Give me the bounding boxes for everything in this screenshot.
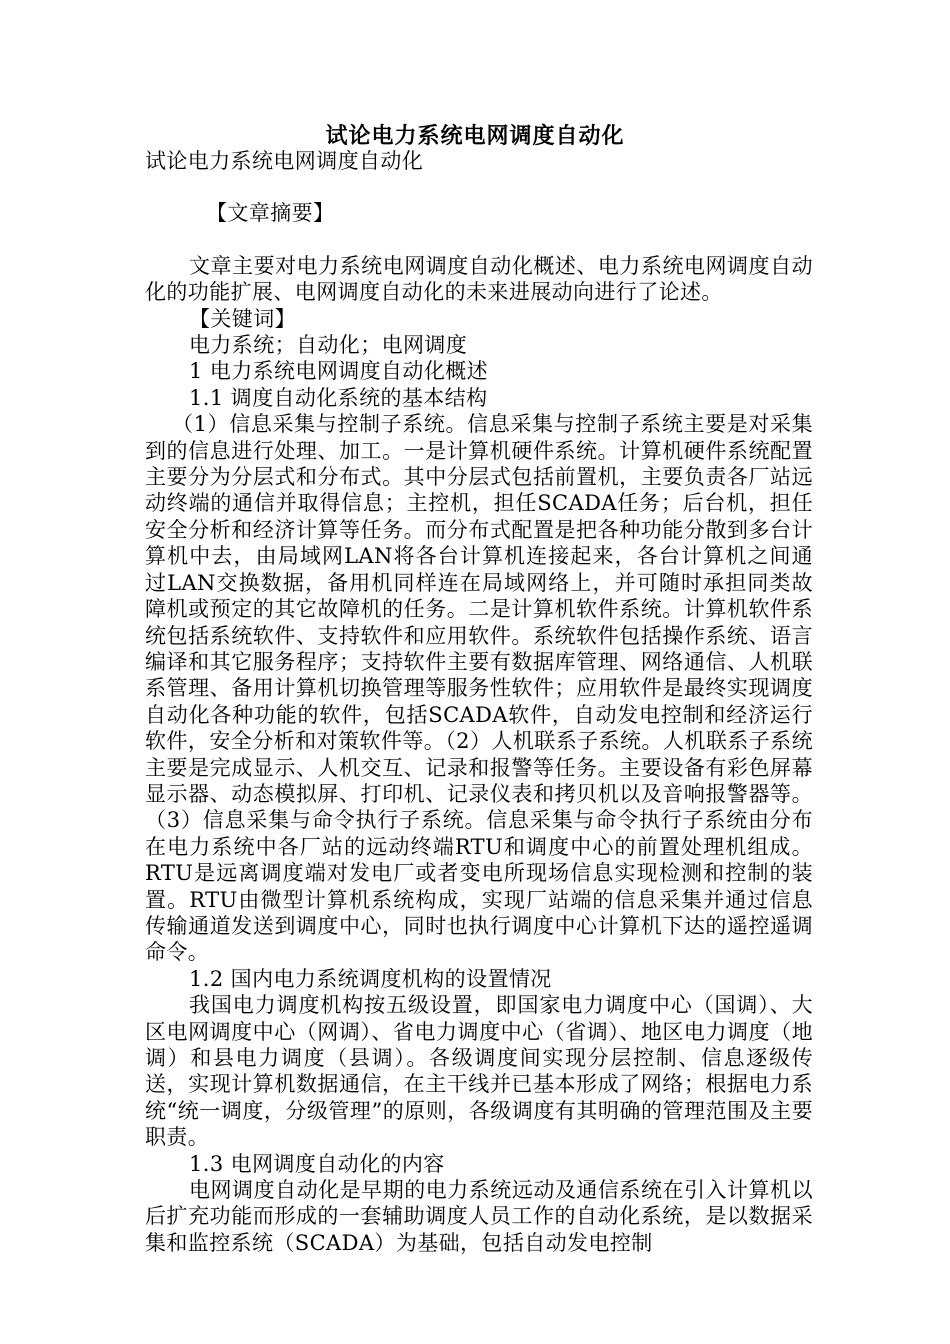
document-body [145, 148, 813, 1256]
section-1-3-paragraph: 电网调度自动化是早期的电力系统远动及通信系统在引入计算机以后扩充功能而形成的一套辅助调度人员工作的自动化系统，是以数据采集和监控系统（SCADA）为基础，包括自动发电控制 [145, 1178, 813, 1255]
section-1-2-heading: 1.2 国内电力系统调度机构的设置情况 [189, 966, 552, 991]
abstract-heading: 【文章摘要】 [206, 201, 335, 226]
keywords-heading: 【关键词】 [189, 306, 296, 331]
keywords-text: 电力系统；自动化；电网调度 [189, 333, 468, 358]
section-1-1-paragraph: （1）信息采集与控制子系统。信息采集与控制子系统主要是对采集到的信息进行处理、加工。一是计算机硬件系统。计算机硬件系统配置主要分为分层式和分布式。其中分层式包括前置机，主要负责各厂站远动终端的通信并取得信息；主控机，担任SCADA任务；后台机，担任安全分析和经济计算等任务。而分布式配置是把各种功能分散到多台计算机中去，由局域网LAN将各台计算机连接起来，各台计算机之间通过LAN交换数据，备用机同样连在局域网络上，并可随时承担同类故障机或预定的其它故障机的任务。二是计算机软件系统。计算机软件系统包括系统软件、支持软件和应用软件。系统软件包括操作系统、语言编译和其它服务程序；支持软件主要有数据库管理、网络通信、人机联系管理、备用计算机切换管理等服务性软件；应用软件是最终实现调度自动化各种功能的软件，包括SCADA软件，自动发电控制和经济运行软件，安全分析和对策软件等。（2）人机联系子系统。人机联系子系统主要是完成显示、人机交互、记录和报警等任务。主要设备有彩色屏幕显示器、动态模拟屏、打印机、记录仪表和拷贝机以及音响报警器等。（3）信息采集与命令执行子系统。信息采集与命令执行子系统由分布在电力系统中各厂站的远动终端RTU和调度中心的前置处理机组成。RTU是远离调度端对发电厂或者变电所现场信息实现检测和控制的装置。RTU由微型计算机系统构成，实现厂站端的信息采集并通过信息传输通道发送到调度中心，同时也执行调度中心计算机下达的遥控遥调命令。 [145, 412, 813, 965]
section-1-3-heading: 1.3 电网调度自动化的内容 [189, 1151, 445, 1176]
section-1-1-heading: 1.1 调度自动化系统的基本结构 [189, 385, 488, 410]
section-1-heading: 1 电力系统电网调度自动化概述 [189, 359, 489, 384]
section-1-2-paragraph: 我国电力调度机构按五级设置，即国家电力调度中心（国调）、大区电网调度中心（网调）、省电力调度中心（省调）、地区电力调度（地调）和县电力调度（县调）。各级调度间实现分层控制、信息逐级传送，实现计算机数据通信，在主干线并已基本形成了网络；根据电力系统“统一调度，分级管理”的原则，各级调度有其明确的管理范围及主要职责。 [145, 993, 813, 1150]
document-subtitle: 试论电力系统电网调度自动化 [145, 149, 424, 173]
document-title: 试论电力系统电网调度自动化 [325, 123, 625, 149]
abstract-paragraph: 文章主要对电力系统电网调度自动化概述、电力系统电网调度自动化的功能扩展、电网调度自动化的未来进展动向进行了论述。 [145, 253, 813, 305]
